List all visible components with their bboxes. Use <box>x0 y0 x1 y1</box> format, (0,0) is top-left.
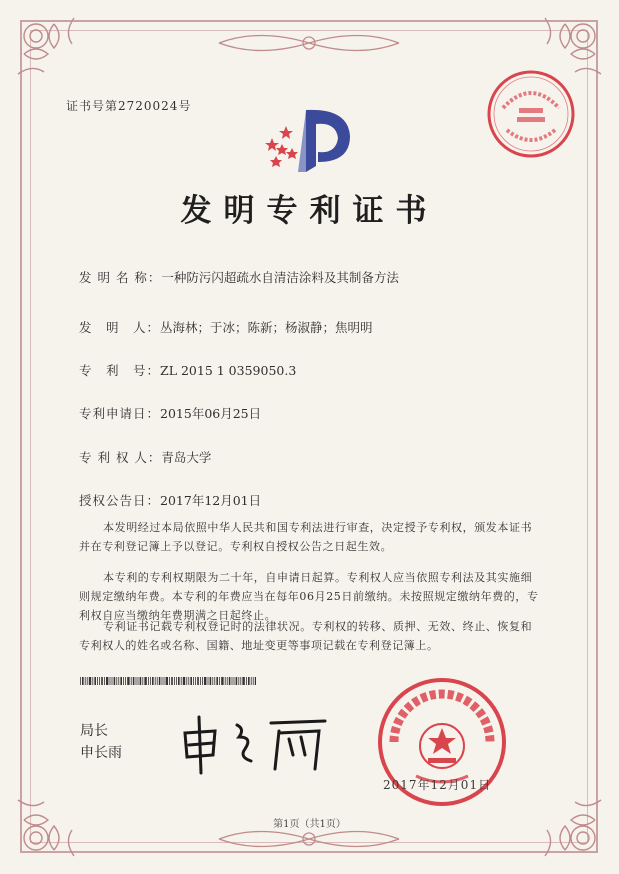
field-grant-date <box>79 491 261 509</box>
paragraph-legal-status <box>79 617 541 655</box>
star-icon <box>265 126 298 167</box>
page-number: 第1页（共1页） <box>273 819 346 830</box>
field-value: 丛海林；于冰；陈新；杨淑静；焦明明 <box>160 320 373 335</box>
field-filing-date <box>79 404 261 422</box>
field-label: 专利申请日： <box>79 406 161 421</box>
agency-seal-stamp <box>485 68 577 160</box>
field-value: ZL 2015 1 0359050.3 <box>160 363 297 378</box>
paragraph-text: 专利证书记载专利权登记时的法律状况。专利权的转移、质押、无效、终止、恢复和专利权人的姓名或名称、国籍、地址变更等事项记载在专利登记簿上。 <box>79 620 533 652</box>
barcode <box>80 677 256 685</box>
director-title: 局长 <box>80 723 108 739</box>
top-center-ornament <box>209 28 409 58</box>
field-label: 发 明 人： <box>79 320 161 335</box>
field-value: 一种防污闪超疏水自清洁涂料及其制备方法 <box>161 270 399 285</box>
patent-office-logo <box>258 100 358 178</box>
paragraph-text: 本发明经过本局依照中华人民共和国专利法进行审查，决定授予专利权，颁发本证书并在专利登记簿上予以登记。专利权自授权公告之日起生效。 <box>79 521 533 553</box>
field-value: 2017年12月01日 <box>160 493 262 508</box>
seal-date: 2017年12月01日 <box>383 778 492 792</box>
certificate-title: 发明专利证书 <box>180 193 439 229</box>
field-label: 专 利 号： <box>79 363 161 378</box>
field-patentee <box>79 448 211 466</box>
field-inventors <box>79 318 373 336</box>
paragraph-text: 本专利的专利权期限为二十年，自申请日起算。专利权人应当依照专利法及其实施细则规定缴纳年费。本专利的年费应当在每年06月25日前缴纳。未按照规定缴纳年费的，专利权自应当缴纳年费期满之日起终止。 <box>79 571 539 622</box>
director-signature <box>175 703 335 778</box>
field-value: 青岛大学 <box>161 450 212 465</box>
director-name: 申长雨 <box>80 745 122 761</box>
paragraph-grant <box>79 518 541 556</box>
field-label: 授权公告日： <box>79 493 161 508</box>
certificate-number: 证书号第2720024号 <box>66 99 192 113</box>
field-value: 2015年06月25日 <box>160 406 262 421</box>
field-patent-number <box>79 361 296 379</box>
field-invention-name <box>79 268 399 286</box>
corner-ornament-top-left <box>14 14 84 84</box>
field-label: 专 利 权 人： <box>79 450 162 465</box>
field-label: 发 明 名 称： <box>79 270 162 285</box>
